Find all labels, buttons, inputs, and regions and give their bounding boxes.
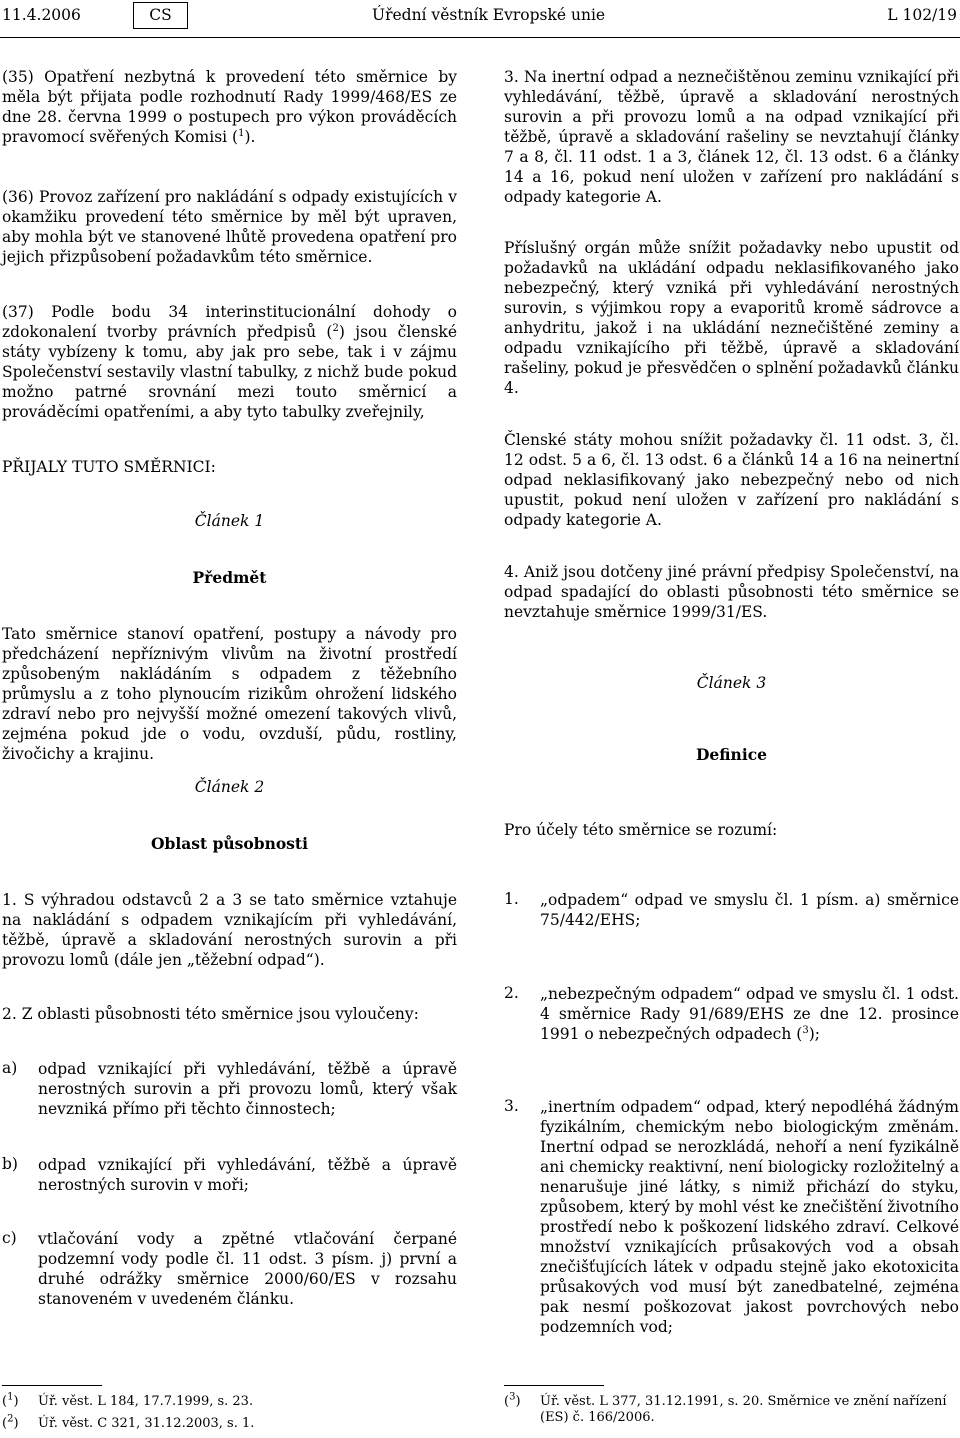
article-2-paragraph-2 [2, 1004, 457, 1024]
page-number: L 102/19 [887, 6, 957, 24]
article-2-title: Oblast působnosti [151, 834, 308, 853]
paragraph-3-subpara-2 [504, 238, 959, 398]
recital-37-text-a: (37) Podle bodu 34 interinstitucionální dohody o zdokonalení tvorby právních předpisů ( [2, 303, 457, 341]
article-2-heading: Článek 2 [194, 778, 265, 796]
recital-36-text: (36) Provoz zařízení pro nakládání s odpady existujících v okamžiku provedení této směrnice by měl být upraven, aby mohla být ve stanovené lhůtě provedena opatření pro jejich přizpůsobení požadavkům této směrnice. [2, 188, 457, 266]
article-1-text: Tato směrnice stanoví opatření, postupy a návody pro předcházení nepříznivým vlivům na životní prostředí způsobeným nakládáním s odpadem z těžebního průmyslu a z toho plynoucím rizikům ohrožení lidského zdraví nebo pro nejvyšší možné omezení takových vlivů, zejména pokud jde o vodu, ovzduší, půdu, rostliny, živočichy a krajinu. [2, 625, 457, 763]
footnote-2: ($^2$) Úř. věst. C 321, 31.12.2003, s. 1. [2, 1413, 255, 1431]
recital-35-end: ). [244, 128, 256, 146]
recital-35-text: (35) Opatření nezbytná k provedení této směrnice by měla být přijata podle rozhodnutí Rady 1999/468/ES ze dne 28. června 1999 o postupech pro výkon prováděcích pravomocí svěřených Komisi ( [2, 68, 457, 146]
definition-3-key: 3. [504, 1097, 519, 1115]
paragraph-2-text: 2. Z oblasti působnosti této směrnice jsou vyloučeny: [2, 1005, 419, 1023]
article-2-paragraph-4 [504, 562, 959, 622]
paragraph-3-text: 3. Na inertní odpad a neznečištěnou zeminu vznikající při vyhledávání, těžbě, úpravě a skladování nerostných surovin a při provozu lomů a na odpad vznikající při těžbě, úpravě a skladování rašeliny se nevztahují články 7 a 8, čl. 11 odst. 1 a 3, článek 12, čl. 13 odst. 6 a články 14 a 16, pokud není uložen v zařízení pro nakládání s odpady kategorie A. [504, 68, 959, 206]
recital-36 [2, 187, 457, 267]
definition-1-key: 1. [504, 890, 519, 908]
footnote-1-text: Úř. věst. L 184, 17.7.1999, s. 23. [38, 1394, 254, 1409]
page-header [0, 0, 960, 38]
footnote-1-key: 1 [7, 1391, 14, 1403]
definition-1-text: „odpadem“ odpad ve smyslu čl. 1 písm. a) směrnice 75/442/EHS; [540, 891, 959, 929]
footnote-rule [2, 1385, 102, 1386]
definitions-intro-text: Pro účely této směrnice se rozumí: [504, 821, 778, 839]
article-1-heading: Článek 1 [194, 512, 265, 530]
footnote-ref-1[interactable]: 1 [238, 127, 245, 139]
footnote-ref-3[interactable]: 3 [802, 1024, 809, 1036]
footnote-1: ($^1$) Úř. věst. L 184, 17.7.1999, s. 23. [2, 1391, 254, 1409]
header-date: 11.4.2006 [2, 6, 81, 24]
adoption-text: PŘIJALY TUTO SMĚRNICI: [2, 458, 216, 476]
paragraph-3b-text: Příslušný orgán může snížit požadavky nebo upustit od požadavků na ukládání odpadu neklasifikovaného jako nebezpečný, který vzniká při vyhledávání nerostných surovin, s výjimkou ropy a evaporitů kromě sádrovce a anhydritu, jakož i na ukládání neznečištěné zeminy a odpadu vznikajícího při těžbě, úpravě a skladování rašeliny, pokud je přesvědčen o splnění požadavků článku 4. [504, 239, 959, 397]
article-3-heading: Článek 3 [696, 674, 767, 692]
article-1-body [2, 624, 457, 764]
item-key-b: b) [2, 1155, 18, 1173]
journal-title: Úřední věstník Evropské unie [372, 6, 606, 24]
footnote-ref-2[interactable]: 2 [332, 322, 339, 334]
recital-37 [2, 302, 457, 422]
footnote-3-text: Úř. věst. L 377, 31.12.1991, s. 20. Směrnice ve znění nařízení (ES) č. 166/2006. [540, 1394, 947, 1425]
article-1-title: Předmět [192, 568, 267, 587]
definition-2-key: 2. [504, 984, 519, 1002]
footnote-rule-right [504, 1385, 604, 1386]
paragraph-3c-text: Členské státy mohou snížit požadavky čl. 11 odst. 3, čl. 12 odst. 5 a 6, čl. 13 odst. 6 a článků 14 a 16 na neinertní odpad neklasifikovaný jako nebezpečný nebo od nich upustit, pokud není uložen v zařízení pro nakládání s odpady kategorie A. [504, 431, 959, 529]
language-box: CS [133, 2, 188, 29]
definition-2-text-a: „nebezpečným odpadem“ odpad ve smyslu čl. 1 odst. 4 směrnice Rady 91/689/EHS ze dne 12. prosince 1991 o nebezpečných odpadech ( [540, 985, 959, 1043]
item-key-c: c) [2, 1229, 17, 1247]
footnote-2-key: 2 [7, 1413, 14, 1425]
recital-37-text-b: ) jsou členské státy vybízeny k tomu, aby jak pro sebe, tak i v zájmu Společenství sestavily vlastní tabulky, z nichž bude pokud možno patrné srovnání mezi touto směrnicí a prováděcími opatřeními, a aby tyto tabulky zveřejnily, [2, 323, 457, 421]
footnote-2-text: Úř. věst. C 321, 31.12.2003, s. 1. [38, 1416, 255, 1431]
paragraph-4-text: 4. Aniž jsou dotčeny jiné právní předpisy Společenství, na odpad spadající do oblasti působnosti této směrnice se nevztahuje směrnice 1999/31/ES. [504, 563, 959, 621]
item-text-a: odpad vznikající při vyhledávání, těžbě a úpravě nerostných surovin a při provozu lomů, který však nevzniká přímo při těchto činnostech; [38, 1060, 457, 1118]
definitions-intro [504, 820, 959, 840]
header-rule [0, 37, 960, 38]
article-2-paragraph-1 [2, 890, 457, 970]
footnote-3: ($^3$) Úř. věst. L 377, 31.12.1991, s. 20. Směrnice ve znění nařízení (ES) č. 166/2006. [504, 1394, 959, 1430]
item-text-c: vtlačování vody a zpětné vtlačování čerpané podzemní vody podle čl. 11 odst. 3 písm. j) první a druhé odrážky směrnice 2000/60/ES v rozsahu stanoveném v uvedeném článku. [38, 1230, 457, 1308]
item-key-a: a) [2, 1059, 18, 1077]
article-2-paragraph-3 [504, 67, 959, 207]
definition-2-text-b: ); [808, 1025, 820, 1043]
footnote-3-key: 3 [509, 1391, 516, 1403]
paragraph-1-text: 1. S výhradou odstavců 2 a 3 se tato směrnice vztahuje na nakládání s odpadem vznikajícím při vyhledávání, těžbě, úpravě a skladování nerostných surovin a při provozu lomů (dále jen „těžební odpad“). [2, 891, 457, 969]
adoption-formula [2, 457, 457, 477]
article-3-title: Definice [695, 745, 768, 764]
definition-3-text: „inertním odpadem“ odpad, který nepodléhá žádným fyzikálním, chemickým nebo biologickým změnám. Inertní odpad se nerozkládá, nehoří a není fyzikálně ani chemicky reaktivní, není biologicky rozložitelný a nenarušuje jiné látky, s nimiž přichází do styku, způsobem, který by mohl vést ke znečištění životního prostředí nebo k poškození lidského zdraví. Celkové množství vznikajících průsakových vod a obsah znečišťujících látek v odpadu stejně jako ekotoxicita průsakových vod musí být zanedbatelné, zejména pak nesmí poškozovat jakost povrchových nebo podzemních vod; [540, 1098, 959, 1336]
paragraph-3-subpara-3 [504, 430, 959, 530]
item-text-b: odpad vznikající při vyhledávání, těžbě a úpravě nerostných surovin v moři; [38, 1156, 457, 1194]
recital-35 [2, 67, 457, 147]
